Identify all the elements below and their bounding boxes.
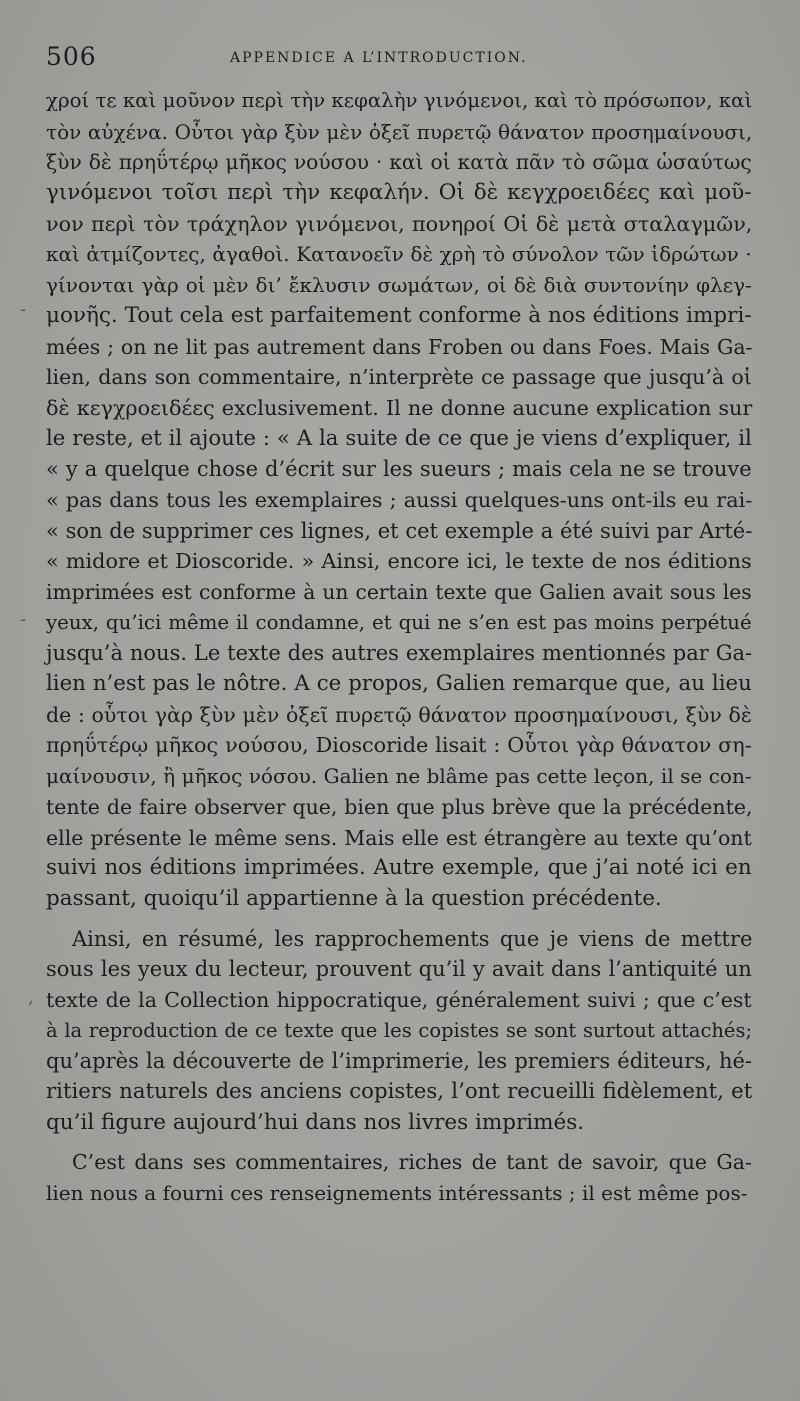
- text-line: imprimées est conforme à un certain texte que Galien avait sous les: [46, 580, 752, 604]
- text-line: jusqu’à nous. Le texte des autres exemplaires mentionnés par Ga-: [46, 641, 753, 666]
- text-line: mées ; on ne lit pas autrement dans Froben ou dans Foes. Mais Ga-: [46, 334, 753, 359]
- text-line: « y a quelque chose d’écrit sur les sueurs ; mais cela ne se trouve: [46, 457, 752, 482]
- text-line: texte de la Collection hippocratique, généralement suivi ; que c’est: [46, 987, 752, 1012]
- text-body: [46, 86, 752, 1209]
- text-line: à la reproduction de ce texte que les copistes se sont surtout attachés;: [46, 1018, 753, 1042]
- text-line: qu’après la découverte de l’imprimerie, les premiers éditeurs, hé-: [46, 1049, 752, 1074]
- text-line: de : οὗτοι γὰρ ξὺν μὲν ὀξεῖ πυρετῷ θάνατον προσημαίνουσι, ξὺν δὲ: [46, 702, 752, 727]
- running-head: [46, 42, 766, 72]
- text-line: lien, dans son commentaire, n’interprète ce passage que jusqu’à οἱ: [46, 365, 752, 390]
- text-line: lien nous a fourni ces renseignements intéressants ; il est même pos-: [46, 1181, 748, 1206]
- text-line: Ainsi, en résumé, les rapprochements que je viens de mettre: [72, 926, 753, 951]
- text-line: δὲ κεγχροειδέες exclusivement. Il ne donne aucune explication sur: [46, 395, 753, 420]
- text-line: χροί τε καὶ μοῦνον περὶ τὴν κεφαλὴν γινόμενοι, καὶ τὸ πρόσωπον, καὶ: [46, 89, 753, 112]
- text-line: μαίνουσιν, ἢ μῆκος νόσου. Galien ne blâme pas cette leçon, il se con-: [46, 764, 752, 789]
- text-line: τὸν αὐχένα. Οὗτοι γὰρ ξὺν μὲν ὀξεῖ πυρετῷ θάνατον προσημαίνουσι,: [46, 119, 753, 144]
- page-number: 506: [46, 42, 97, 71]
- text-line: lien n’est pas le nôtre. A ce propos, Galien remarque que, au lieu: [46, 671, 752, 697]
- text-line: « pas dans tous les exemplaires ; aussi quelques-uns ont-ils eu rai-: [46, 487, 753, 512]
- text-line: yeux, qu’ici même il condamne, et qui ne s’en est pas moins perpétué: [46, 610, 752, 634]
- paragraph: [46, 924, 752, 1139]
- text-line: « son de supprimer ces lignes, et cet exemple a été suivi par Arté-: [46, 518, 753, 543]
- text-line: καὶ ἀτμίζοντες, ἀγαθοὶ. Κατανοεῖν δὲ χρὴ τὸ σύνολον τῶν ἱδρώτων ·: [46, 242, 752, 267]
- paragraph-gap: [46, 1138, 752, 1147]
- text-line: passant, quoiqu’il appartienne à la question précédente.: [46, 885, 662, 911]
- text-line: tente de faire observer que, bien que plus brève que la précédente,: [46, 794, 753, 819]
- margin-mark: -: [20, 609, 27, 630]
- text-line: sous les yeux du lecteur, prouvent qu’il y avait dans l’antiquité un: [46, 957, 752, 982]
- paragraph: [46, 1147, 752, 1208]
- paragraph-gap: [46, 915, 752, 924]
- margin-mark: -: [20, 299, 27, 320]
- running-title: APPENDICE A L’INTRODUCTION.: [230, 50, 528, 66]
- text-line: νον περὶ τὸν τράχηλον γινόμενοι, πονηροί Οἱ δὲ μετὰ σταλαγμῶν,: [46, 211, 753, 236]
- text-line: C’est dans ses commentaires, riches de tant de savoir, que Ga-: [72, 1150, 752, 1175]
- paragraph: [46, 86, 752, 915]
- text-line: ritiers naturels des anciens copistes, l’ont recueilli fidèlement, et: [46, 1079, 753, 1104]
- text-line: μονῆς. Tout cela est parfaitement conforme à nos éditions impri-: [46, 302, 752, 328]
- text-line: πρηΰτέρῳ μῆκος νούσου, Dioscoride lisait : Οὗτοι γὰρ θάνατον ση-: [46, 733, 752, 758]
- text-line: elle présente le même sens. Mais elle est étrangère au texte qu’ont: [46, 825, 752, 850]
- text-line: le reste, et il ajoute : « A la suite de ce que je viens d’expliquer, il: [46, 425, 752, 451]
- margin-mark: ,: [28, 987, 34, 1008]
- text-line: qu’il figure aujourd’hui dans nos livres imprimés.: [46, 1109, 585, 1135]
- text-line: suivi nos éditions imprimées. Autre exemple, que j’ai noté ici en: [46, 855, 752, 881]
- text-line: γίνονται γὰρ οἱ μὲν δι’ ἔκλυσιν σωμάτων, οἱ δὲ διὰ συντονίην φλεγ-: [46, 273, 752, 298]
- text-line: ξὺν δὲ πρηΰτέρῳ μῆκος νούσου · καὶ οἱ κατὰ πᾶν τὸ σῶμα ὡσαύτως: [46, 150, 752, 175]
- text-line: « midore et Dioscoride. » Ainsi, encore ici, le texte de nos éditions: [46, 549, 752, 574]
- text-line: γινόμενοι τοῖσι περὶ τὴν κεφαλήν. Οἱ δὲ κεγχροειδέες καὶ μοῦ-: [46, 180, 752, 206]
